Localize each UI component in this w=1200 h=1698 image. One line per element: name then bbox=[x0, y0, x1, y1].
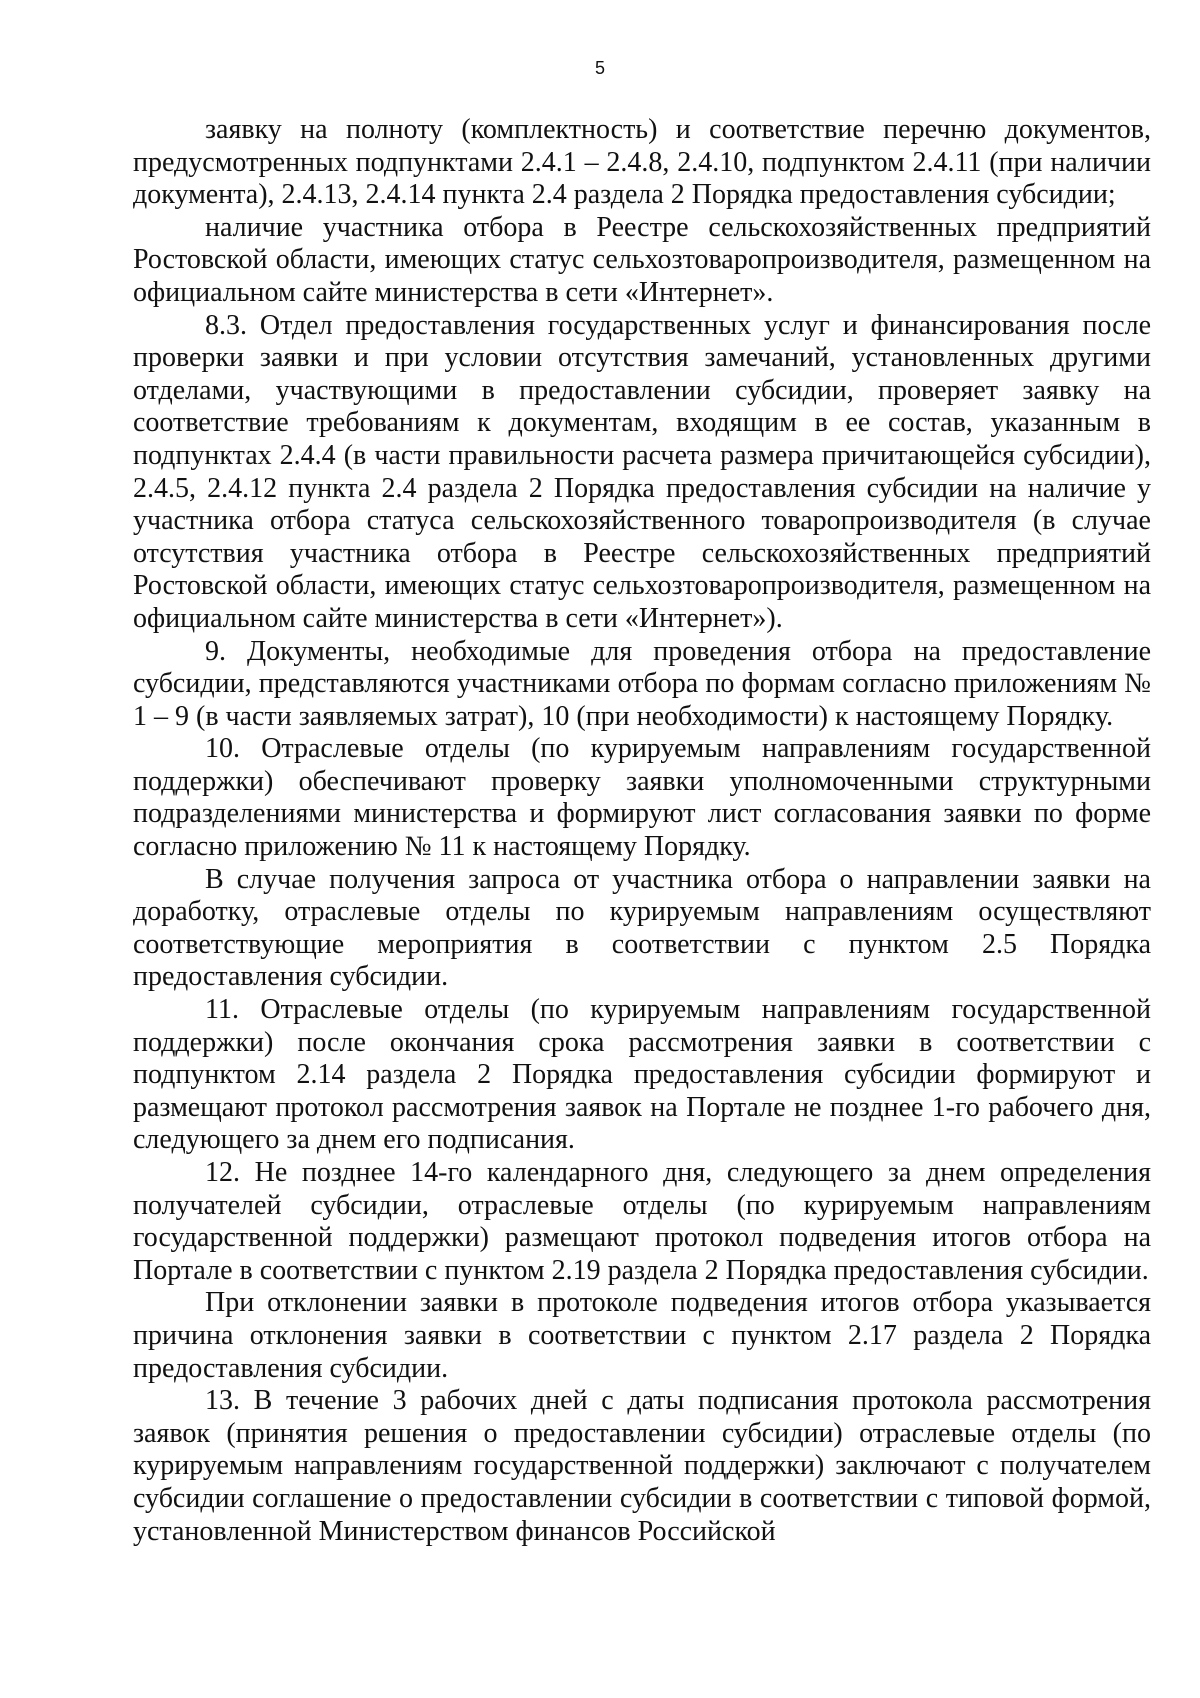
paragraph-13: 13. В течение 3 рабочих дней с даты подписания протокола рассмотрения заявок (принятия решения о предоставлении субсидии) отраслевые отделы (по курируемым направлениям государственной поддержки) заключают с получателем субсидии соглашение о предоставлении субсидии в соответствии с типовой формой, установленной Министерством финансов Российской bbox=[133, 1385, 1151, 1547]
paragraph-continuation: заявку на полноту (комплектность) и соответствие перечню документов, предусмотренных подпунктами 2.4.1 – 2.4.8, 2.4.10, подпунктом 2.4.11 (при наличии документа), 2.4.13, 2.4.14 пункта 2.4 раздела 2 Порядка предоставления субсидии; bbox=[133, 114, 1151, 211]
paragraph-12: 12. Не позднее 14-го календарного дня, следующего за днем определения получателей субсидии, отраслевые отделы (по курируемым направлениям государственной поддержки) размещают протокол подведения итогов отбора на Портале в соответствии с пунктом 2.19 раздела 2 Порядка предоставления субсидии. bbox=[133, 1157, 1151, 1286]
document-body bbox=[133, 114, 1151, 1548]
paragraph-12-rejection: При отклонении заявки в протоколе подведения итогов отбора указывается причина отклонения заявки в соответствии с пунктом 2.17 раздела 2 Порядка предоставления субсидии. bbox=[133, 1287, 1151, 1384]
paragraph-10: 10. Отраслевые отделы (по курируемым направлениям государственной поддержки) обеспечивают проверку заявки уполномоченными структурными подразделениями министерства и формируют лист согласования заявки по форме согласно приложению № 11 к настоящему Порядку. bbox=[133, 733, 1151, 863]
paragraph-10-revision: В случае получения запроса от участника отбора о направлении заявки на доработку, отраслевые отделы по курируемым направлениям осуществляют соответствующие мероприятия в соответствии с пунктом 2.5 Порядка предоставления субсидии. bbox=[133, 863, 1151, 993]
page-number: 5 bbox=[594, 58, 605, 78]
paragraph-registry-check: наличие участника отбора в Реестре сельскохозяйственных предприятий Ростовской области, имеющих статус сельхозтоваропроизводителя, размещенном на официальном сайте министерства в сети «Интернет». bbox=[133, 211, 1151, 308]
paragraph-9: 9. Документы, необходимые для проведения отбора на предоставление субсидии, представляются участниками отбора по формам согласно приложениям № 1 – 9 (в части заявляемых затрат), 10 (при необходимости) к настоящему Порядку. bbox=[133, 635, 1151, 732]
paragraph-8-3: 8.3. Отдел предоставления государственных услуг и финансирования после проверки заявки и при условии отсутствия замечаний, установленных другими отделами, участвующими в предоставлении субсидии, проверяет заявку на соответствие требованиям к документам, входящим в ее состав, указанным в подпунктах 2.4.4 (в части правильности расчета размера причитающейся субсидии), 2.4.5, 2.4.12 пункта 2.4 раздела 2 Порядка предоставления субсидии на наличие у участника отбора статуса сельскохозяйственного товаропроизводителя (в случае отсутствия участника отбора в Реестре сельскохозяйственных предприятий Ростовской области, имеющих статус сельхозтоваропроизводителя, размещенном на официальном сайте министерства в сети «Интернет»). bbox=[133, 309, 1151, 634]
paragraph-11: 11. Отраслевые отделы (по курируемым направлениям государственной поддержки) после окончания срока рассмотрения заявки в соответствии с подпунктом 2.14 раздела 2 Порядка предоставления субсидии формируют и размещают протокол рассмотрения заявок на Портале не позднее 1-го рабочего дня, следующего за днем его подписания. bbox=[133, 994, 1151, 1156]
